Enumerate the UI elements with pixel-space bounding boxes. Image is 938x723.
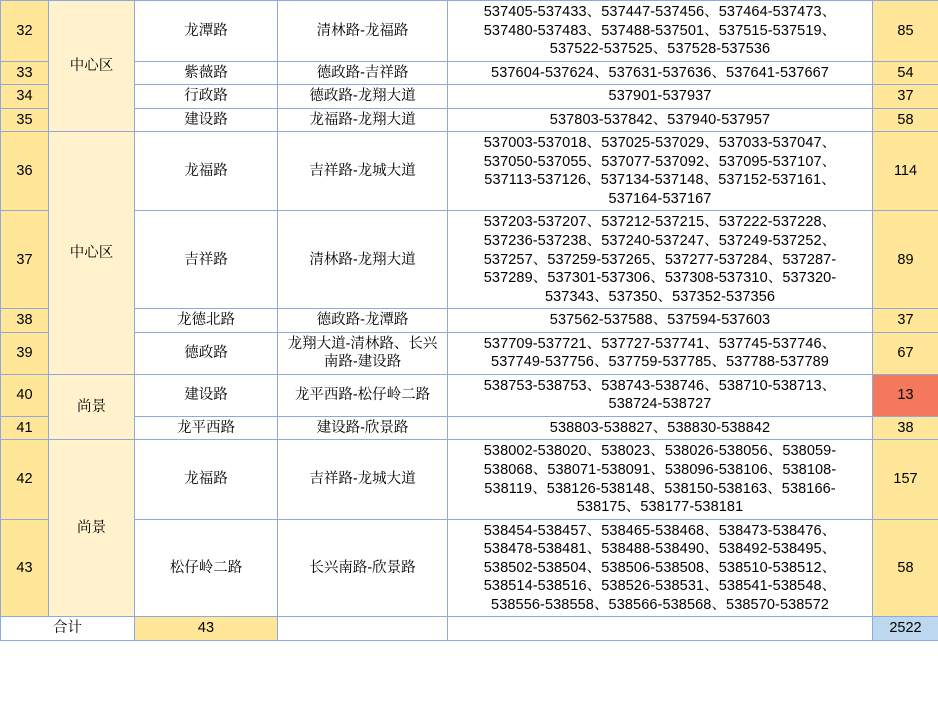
numbers-line: 537562-537588、537594-537603: [549, 312, 771, 329]
table-row: [1, 211, 938, 309]
table-row: [1, 132, 938, 211]
numbers-line: 537003-537018、537025-537029、537033-537047、: [483, 135, 837, 152]
row-range: 吉祥路-龙城大道: [278, 440, 448, 519]
row-road: 龙潭路: [135, 1, 278, 62]
row-area: 中心区: [49, 132, 135, 375]
row-count: 37: [873, 85, 938, 109]
row-numbers: [448, 416, 873, 440]
row-index: 41: [1, 416, 49, 440]
table-row: [1, 374, 938, 416]
numbers-line: 537164-537167: [608, 190, 712, 207]
table-row: [1, 85, 938, 109]
row-road: 龙德北路: [135, 309, 278, 333]
table-row: [1, 440, 938, 519]
numbers-line: 537405-537433、537447-537456、537464-537473、: [483, 4, 837, 20]
row-range: 吉祥路-龙城大道: [278, 132, 448, 211]
row-range: 德政路-龙翔大道: [278, 85, 448, 109]
row-numbers: [448, 61, 873, 85]
row-index: 35: [1, 108, 49, 132]
row-count: 58: [873, 108, 938, 132]
numbers-line: 537289、537301-537306、537308-537310、537320-: [483, 270, 837, 287]
row-index: 39: [1, 332, 49, 374]
numbers-line: 538002-538020、538023、538026-538056、538059-: [483, 443, 837, 460]
row-count: 38: [873, 416, 938, 440]
table-row: [1, 1, 938, 62]
row-range: 龙平西路-松仔岭二路: [278, 374, 448, 416]
numbers-line: 537803-537842、537940-537957: [549, 111, 771, 128]
row-area: 尚景: [49, 374, 135, 440]
row-index: 43: [1, 519, 49, 617]
row-area: 中心区: [49, 1, 135, 132]
row-road: 建设路: [135, 374, 278, 416]
row-road: 行政路: [135, 85, 278, 109]
row-road: 德政路: [135, 332, 278, 374]
total-value: 43: [135, 617, 278, 641]
row-index: 38: [1, 309, 49, 333]
table-row: [1, 519, 938, 617]
total-blank-range: [278, 617, 448, 641]
row-count: 58: [873, 519, 938, 617]
table-row: [1, 416, 938, 440]
row-range: 长兴南路-欣景路: [278, 519, 448, 617]
row-index: 33: [1, 61, 49, 85]
numbers-line: 537236-537238、537240-537247、537249-537252、: [483, 233, 837, 250]
row-index: 42: [1, 440, 49, 519]
row-index: 40: [1, 374, 49, 416]
row-range: 龙福路-龙翔大道: [278, 108, 448, 132]
row-range: 清林路-龙福路: [278, 1, 448, 62]
row-road: 龙福路: [135, 440, 278, 519]
numbers-line: 538502-538504、538506-538508、538510-538512、: [483, 559, 837, 576]
row-index: 34: [1, 85, 49, 109]
row-range: 德政路-吉祥路: [278, 61, 448, 85]
row-count: 67: [873, 332, 938, 374]
table-row: [1, 108, 938, 132]
numbers-line: 537522-537525、537528-537536: [549, 41, 771, 58]
row-numbers: [448, 85, 873, 109]
row-numbers: [448, 132, 873, 211]
row-range: 清林路-龙翔大道: [278, 211, 448, 309]
numbers-line: 537709-537721、537727-537741、537745-537746、: [483, 335, 837, 352]
row-numbers: [448, 211, 873, 309]
row-range: 龙翔大道-清林路、长兴南路-建设路: [278, 332, 448, 374]
table-row: [1, 61, 938, 85]
row-count: 114: [873, 132, 938, 211]
numbers-line: 537901-537937: [608, 88, 712, 105]
row-numbers: [448, 519, 873, 617]
table-footer-row: [1, 617, 938, 641]
row-numbers: [448, 108, 873, 132]
row-index: 37: [1, 211, 49, 309]
row-numbers: [448, 440, 873, 519]
numbers-line: 538753-538753、538743-538746、538710-538713、: [483, 377, 837, 394]
numbers-line: 538514-538516、538526-538531、538541-538548、: [483, 578, 837, 595]
numbers-line: 537257、537259-537265、537277-537284、537287-: [483, 251, 837, 268]
numbers-line: 537113-537126、537134-537148、537152-537161、: [484, 172, 836, 189]
row-count: 54: [873, 61, 938, 85]
row-index: 36: [1, 132, 49, 211]
row-numbers: [448, 332, 873, 374]
row-numbers: [448, 1, 873, 62]
numbers-line: 537749-537756、537759-537785、537788-537789: [491, 354, 829, 371]
row-range: 德政路-龙潭路: [278, 309, 448, 333]
row-count: 157: [873, 440, 938, 519]
row-road: 龙平西路: [135, 416, 278, 440]
table-row: [1, 309, 938, 333]
numbers-line: 537050-537055、537077-537092、537095-537107、: [483, 153, 837, 170]
row-count: 37: [873, 309, 938, 333]
numbers-line: 538803-538827、538830-538842: [549, 419, 771, 436]
numbers-line: 538454-538457、538465-538468、538473-538476、: [483, 522, 837, 539]
row-area: 尚景: [49, 440, 135, 617]
table-row: [1, 332, 938, 374]
numbers-line: 538175、538177-538181: [576, 499, 744, 516]
numbers-line: 537343、537350、537352-537356: [544, 288, 776, 305]
row-index: 32: [1, 1, 49, 62]
row-road: 龙福路: [135, 132, 278, 211]
row-road: 松仔岭二路: [135, 519, 278, 617]
row-count: 85: [873, 1, 938, 62]
numbers-line: 537480-537483、537488-537501、537515-537519、: [483, 22, 837, 39]
total-label: 合计: [1, 617, 135, 641]
numbers-line: 538724-538727: [608, 396, 712, 413]
row-count: 89: [873, 211, 938, 309]
numbers-line: 537604-537624、537631-537636、537641-537667: [491, 64, 829, 81]
total-blank-numbers: [448, 617, 873, 641]
numbers-line: 538478-538481、538488-538490、538492-538495、: [483, 541, 837, 558]
total-sum: 2522: [873, 617, 938, 641]
row-numbers: [448, 374, 873, 416]
numbers-line: 537203-537207、537212-537215、537222-537228、: [483, 214, 837, 231]
numbers-line: 538068、538071-538091、538096-538106、538108-: [483, 462, 837, 479]
row-count: 13: [873, 374, 938, 416]
row-road: 紫薇路: [135, 61, 278, 85]
numbers-line: 538556-538558、538566-538568、538570-538572: [491, 596, 829, 613]
table-body: [1, 1, 938, 641]
row-range: 建设路-欣景路: [278, 416, 448, 440]
numbers-line: 538119、538126-538148、538150-538163、538166-: [484, 480, 836, 497]
row-road: 吉祥路: [135, 211, 278, 309]
row-numbers: [448, 309, 873, 333]
row-road: 建设路: [135, 108, 278, 132]
